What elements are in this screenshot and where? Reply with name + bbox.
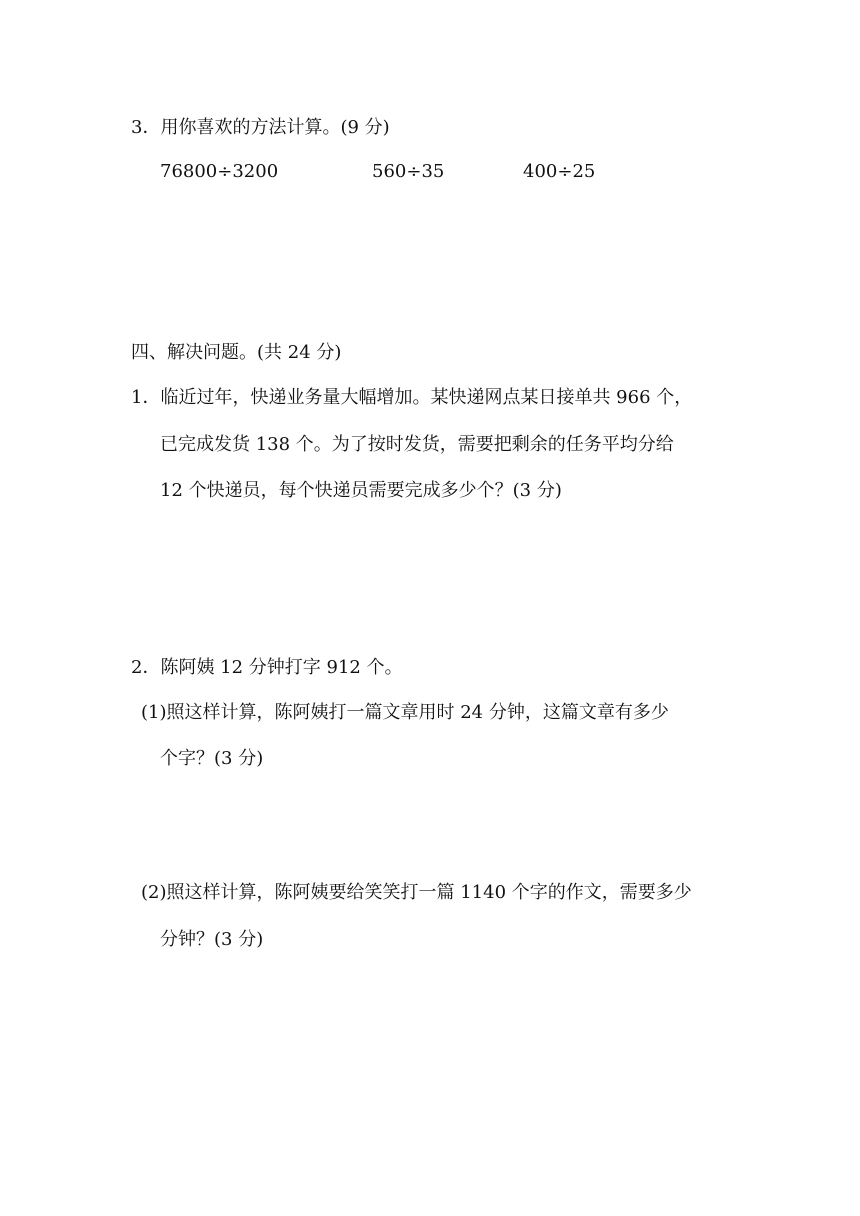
- section4-heading: 四、解决问题。(共 24 分): [131, 342, 342, 363]
- problem-2: 560÷35: [372, 161, 445, 182]
- q1-line2: 已完成发货 138 个。为了按时发货，需要把剩余的任务平均分给: [160, 434, 674, 455]
- q1-line1: 1．临近过年，快递业务量大幅增加。某快递网点某日接单共 966 个，: [131, 387, 693, 408]
- problem-3: 400÷25: [523, 161, 596, 182]
- problem-1: 76800÷3200: [160, 161, 279, 182]
- q1-line3: 12 个快递员，每个快递员需要完成多少个？(3 分): [160, 480, 562, 501]
- q2-part2-line2: 分钟？(3 分): [160, 929, 264, 950]
- q2-part1-line1: (1)照这样计算，陈阿姨打一篇文章用时 24 分钟，这篇文章有多少: [141, 702, 669, 723]
- section3-heading: 3．用你喜欢的方法计算。(9 分): [131, 117, 390, 138]
- q2-part1-line2: 个字？(3 分): [160, 748, 264, 769]
- q2-part2-line1: (2)照这样计算，陈阿姨要给笑笑打一篇 1140 个字的作文，需要多少: [141, 882, 692, 903]
- q2-intro: 2．陈阿姨 12 分钟打字 912 个。: [131, 657, 403, 678]
